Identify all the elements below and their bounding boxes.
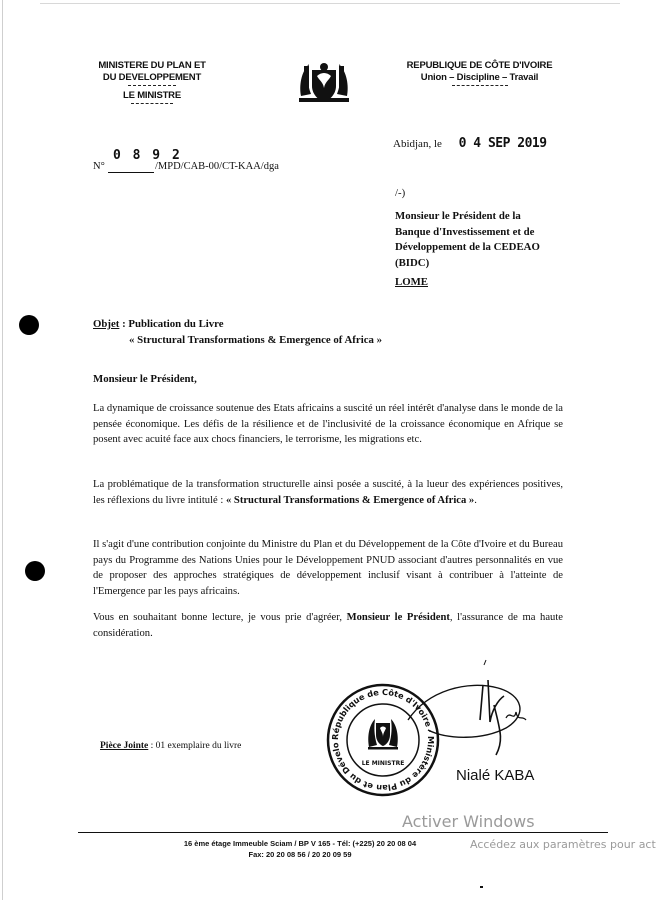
- attachment-label: Pièce Jointe: [100, 741, 149, 751]
- scan-edge-line: [2, 0, 3, 900]
- punch-hole-top: [19, 315, 39, 335]
- salutation: Monsieur le Président,: [93, 373, 197, 385]
- divider: [128, 85, 176, 86]
- signatory-name: Nialé KABA: [456, 767, 535, 784]
- reference-prefix: N°: [93, 161, 105, 172]
- watermark-subtitle: Accédez aux paramètres pour act: [470, 838, 656, 851]
- attachment-line: [100, 741, 241, 751]
- ink-speck: [480, 886, 483, 888]
- subject-block: [93, 316, 493, 348]
- recipient-line3: Développement de la CEDEAO: [395, 241, 540, 254]
- recipient-block: [395, 186, 595, 290]
- ministry-line1: MINISTERE DU PLAN ET: [98, 60, 206, 71]
- footer-line1: 16 ème étage Immeuble Sciam / BP V 165 - Tél: (+225) 20 20 08 04: [183, 839, 417, 848]
- recipient-marker: /-): [395, 187, 406, 199]
- republic-block: [392, 60, 567, 86]
- paragraph-2: [93, 477, 563, 508]
- coat-of-arms-emblem: [295, 56, 353, 104]
- recipient-line1: Monsieur le Président de la: [395, 210, 521, 223]
- subject-text: : Publication du Livre: [119, 318, 224, 330]
- republic-motto: Union – Discipline – Travail: [420, 72, 539, 83]
- stamp-center-title: LE MINISTRE: [361, 760, 405, 767]
- recipient-line4: (BIDC): [395, 256, 430, 269]
- recipient-city: LOME: [395, 276, 428, 289]
- ministry-line2: DU DEVELOPPEMENT: [102, 72, 202, 83]
- paragraph-2-start: La problématique de la transformation structurelle ainsi posée a suscité, à la lueur des expériences positives, les réflexions du livre intitulé :: [93, 479, 563, 506]
- reference-suffix: /MPD/CAB-00/CT-KAA/dga: [155, 161, 279, 172]
- paragraph-4: [93, 610, 563, 641]
- attachment-text: : 01 exemplaire du livre: [148, 741, 242, 751]
- ministry-block: [82, 60, 222, 104]
- subject-label: Objet: [93, 318, 120, 330]
- paragraph-4-start: Vous en souhaitant bonne lecture, je vous prie d'agréer,: [93, 612, 347, 623]
- footer-rule: [78, 832, 608, 833]
- paragraph-4-end: , l'assurance de ma haute considération.: [93, 612, 563, 639]
- reference-underline: [108, 172, 154, 173]
- stamp-ring-text: République de Côte d'Ivoire · Ministère du Plan et du Dévelo: [329, 686, 437, 794]
- scan-edge-top: [40, 3, 620, 4]
- paragraph-2-end: .: [474, 494, 477, 506]
- divider: [452, 85, 508, 86]
- footer-line2: Fax: 20 20 08 56 / 20 20 09 59: [248, 850, 352, 859]
- reference-number: 0 8 9 2: [113, 148, 182, 163]
- paragraph-3: Il s'agit d'une contribution conjointe du Ministre du Plan et du Développement de la Côte d'Ivoire et du Bureau pays du Programme des Nations Unies pour le Développement PNUD associant d'autres personnalités en vue de proposer des approches stratégiques de développement inclusif visant à contribuer à l'atteinte de l'Emergence par les pays africains.: [93, 539, 563, 597]
- handwritten-signature: [388, 660, 558, 770]
- recipient-line2: Banque d'Investissement et de: [395, 225, 535, 238]
- place-label: Abidjan, le: [393, 138, 442, 150]
- ministry-title: LE MINISTRE: [123, 90, 181, 101]
- divider: [131, 103, 173, 104]
- paragraph-4-bold: Monsieur le Président: [346, 612, 450, 623]
- republic-name: REPUBLIQUE DE CÔTE D'IVOIRE: [406, 60, 553, 71]
- punch-hole-bottom: [25, 561, 45, 581]
- date-stamp: 0 4 SEP 2019: [458, 136, 547, 151]
- place-date: [393, 136, 593, 151]
- paragraph-1: La dynamique de croissance soutenue des Etats africains a suscité un réel intérêt d'analyse dans le monde de la pensée économique. Les défis de la résilience et de l'inclusivité de la croissance économique en Afrique se posent avec acuité face aux chocs financiers, le terrorisme, les migrations etc.: [93, 403, 563, 446]
- subject-title: « Structural Transformations & Emergence of Africa »: [129, 334, 382, 346]
- watermark-title: Activer Windows: [402, 812, 535, 831]
- book-title: « Structural Transformations & Emergence of Africa »: [225, 494, 475, 506]
- reference-line: [93, 148, 353, 176]
- footer-address: [140, 838, 460, 860]
